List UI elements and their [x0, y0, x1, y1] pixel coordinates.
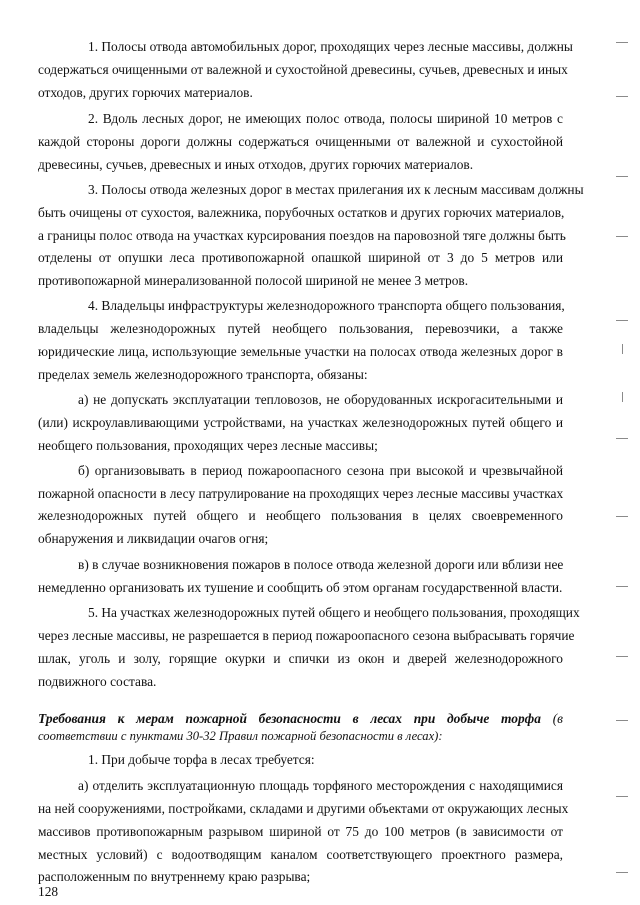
paragraph-line: (или) искроулавливающими устройствами, на участках железнодорожных путей общего и — [38, 415, 563, 430]
page-number: 128 — [38, 884, 59, 899]
paragraph-line: необщего пользования, проходящих через лесные массивы; — [38, 438, 378, 453]
paragraph-line: железнодорожных путей общего и необщего пользования в целях своевременного — [38, 508, 563, 523]
paragraph-line: владельцы железнодорожных путей необщего пользования, перевозчики, а также — [38, 321, 563, 336]
paragraph-line: расположенным по внутреннему краю разрыва; — [38, 869, 311, 884]
paragraph-line: противопожарной минерализованной полосой шириной не менее 3 метров. — [38, 273, 469, 288]
paragraph-line: 4. Владельцы инфраструктуры железнодорожного транспорта общего пользования, — [88, 298, 565, 313]
paragraph-line: отходов, других горючих материалов. — [38, 85, 253, 100]
paragraph-line: пределах земель железнодорожного транспорта, обязаны: — [38, 367, 368, 382]
scan-margin-mark — [616, 796, 628, 797]
section-heading-note: (в — [552, 711, 563, 726]
paragraph-line: отделены от опушки леса противопожарной опашкой шириной от 3 до 5 метров или — [38, 250, 563, 265]
paragraph-line: б) организовывать в период пожароопасного сезона при высокой и чрезвычайной — [78, 463, 563, 478]
paragraph-line: местных условий) с водоотводящим каналом соответствующего проектного размера, — [38, 847, 563, 862]
paragraph-line: 3. Полосы отвода железных дорог в местах прилегания их к лесным массивам должны — [88, 182, 584, 197]
scan-margin-mark — [622, 344, 623, 354]
scan-margin-mark — [616, 176, 628, 177]
paragraph-line: каждой стороны дороги должны содержаться очищенными от валежной и сухостойной — [38, 134, 563, 149]
paragraph-line: подвижного состава. — [38, 674, 157, 689]
scan-margin-mark — [616, 42, 628, 43]
paragraph-line: содержаться очищенными от валежной и сухостойной древесины, сучьев, древесных и иных — [38, 62, 568, 77]
paragraph-line: на ней сооружениями, постройками, складами и другими объектами от окружающих лесных — [38, 801, 569, 816]
paragraph-line: быть очищены от сухостоя, валежника, порубочных остатков и других горючих материалов, — [38, 205, 565, 220]
paragraph-line: массивов противопожарным разрывом шириной от 75 до 100 метров (в зависимости от — [38, 824, 563, 839]
paragraph-line: обнаружения и ликвидации очагов огня; — [38, 531, 269, 546]
paragraph-line: через лесные массивы, не разрешается в период пожароопасного сезона выбрасывать горячие — [38, 628, 575, 643]
paragraph-line: пожарной опасности в лесу патрулирование на проходящих через лесные массивы участках — [38, 486, 564, 501]
paragraph-line: а границы полос отвода на участках курсирования поездов на паровозной тяге должны быть — [38, 228, 566, 243]
section-heading — [38, 710, 563, 727]
paragraph-line: 1. При добыче торфа в лесах требуется: — [88, 752, 315, 767]
scan-margin-mark — [622, 392, 623, 402]
paragraph-line: а) не допускать эксплуатации тепловозов, не оборудованных искрогасительными и — [78, 392, 563, 407]
scan-margin-mark — [616, 720, 628, 721]
paragraph-line: 1. Полосы отвода автомобильных дорог, проходящих через лесные массивы, должны — [88, 39, 573, 54]
section-heading-title: Требования к мерам пожарной безопасности в лесах при добыче торфа — [38, 711, 541, 726]
section-heading-note-line: соответствии с пунктами 30-32 Правил пожарной безопасности в лесах): — [38, 729, 443, 743]
scan-margin-mark — [616, 586, 628, 587]
paragraph-line: в) в случае возникновения пожаров в полосе отвода железной дороги или вблизи нее — [78, 557, 564, 572]
paragraph-line: 5. На участках железнодорожных путей общего и необщего пользования, проходящих — [88, 605, 580, 620]
scan-margin-mark — [616, 872, 628, 873]
paragraph-line: а) отделить эксплуатационную площадь торфяного месторождения с находящимися — [78, 778, 563, 793]
scan-margin-mark — [616, 96, 628, 97]
scan-margin-mark — [616, 320, 628, 321]
paragraph-line: немедленно организовать их тушение и сообщить об этом органам государственной власти. — [38, 580, 563, 595]
scan-margin-mark — [616, 438, 628, 439]
scan-margin-mark — [616, 516, 628, 517]
paragraph-line: юридические лица, использующие земельные участки на полосах отвода железных дорог в — [38, 344, 563, 359]
paragraph-line: 2. Вдоль лесных дорог, не имеющих полос отвода, полосы шириной 10 метров с — [88, 111, 563, 126]
scan-margin-mark — [616, 236, 628, 237]
paragraph-line: шлак, уголь и золу, горящие окурки и спички из окон и дверей железнодорожного — [38, 651, 563, 666]
paragraph-line: древесины, сучьев, древесных и иных отходов, других горючих материалов. — [38, 157, 474, 172]
scan-margin-mark — [616, 656, 628, 657]
